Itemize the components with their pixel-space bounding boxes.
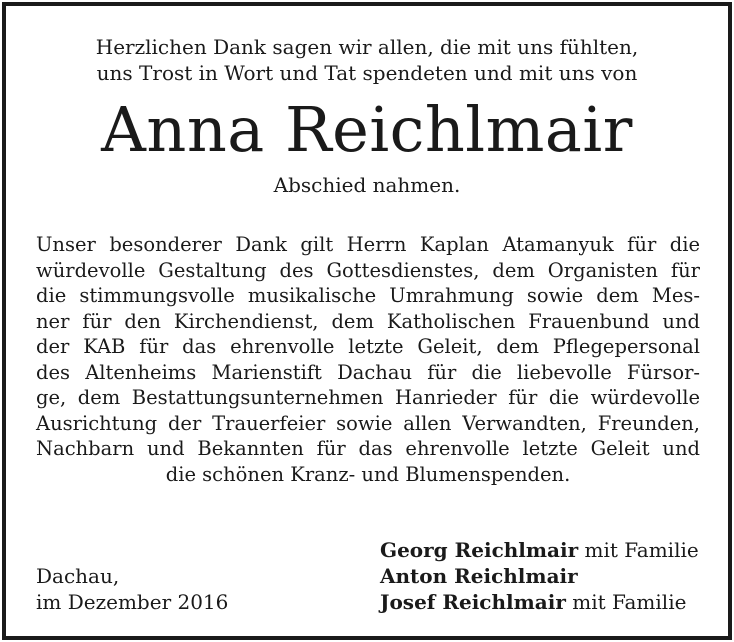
thanks-paragraph: [36, 232, 700, 487]
paragraph-line: ner für den Kirchendienst, dem Katholischen Frauenbund und: [36, 309, 700, 333]
signer-suffix: mit Familie: [565, 590, 687, 614]
place-date: [36, 563, 228, 615]
signer-name: Anton Reichlmair: [380, 564, 578, 588]
deceased-name: Anna Reichlmair: [101, 93, 633, 166]
intro-line: uns Trost in Wort und Tat spendeten und mit uns von: [96, 61, 638, 85]
paragraph-line: ge, dem Bestattungsunternehmen Hanrieder für die würdevolle: [36, 386, 700, 409]
signer: [380, 589, 699, 615]
signer-suffix: mit Familie: [578, 538, 699, 562]
paragraph-line: würdevolle Gestaltung des Gottesdienstes, dem Organisten für: [36, 258, 700, 282]
paragraph-line: Unser besonderer Dank gilt Herrn Kaplan Atamanyuk für die: [36, 233, 700, 256]
paragraph-line: die stimmungsvolle musikalische Umrahmung sowie dem Mes-: [36, 284, 700, 307]
signers-list: [380, 537, 699, 615]
intro-text: [6, 34, 728, 86]
signer: [380, 537, 699, 563]
paragraph-line: die schönen Kranz- und Blumenspenden.: [165, 462, 571, 486]
signer: [380, 563, 699, 589]
obituary-frame: [2, 2, 732, 640]
paragraph-line: der KAB für das ehrenvolle letzte Geleit, dem Pflegepersonal: [36, 335, 700, 358]
signer-name: Georg Reichlmair: [380, 538, 579, 562]
date: im Dezember 2016: [36, 590, 229, 614]
signer-name: Josef Reichlmair: [380, 590, 566, 614]
paragraph-line: Ausrichtung der Trauerfeier sowie allen Verwandten, Freunden,: [36, 411, 700, 435]
paragraph-line: Nachbarn und Bekannten für das ehrenvolle letzte Geleit und: [36, 437, 700, 460]
farewell-text: Abschied nahmen.: [273, 173, 461, 197]
paragraph-line: des Altenheims Marienstift Dachau für die liebevolle Fürsor-: [36, 360, 700, 384]
place: Dachau,: [36, 564, 120, 588]
intro-line: Herzlichen Dank sagen wir allen, die mit uns fühlten,: [95, 35, 639, 59]
